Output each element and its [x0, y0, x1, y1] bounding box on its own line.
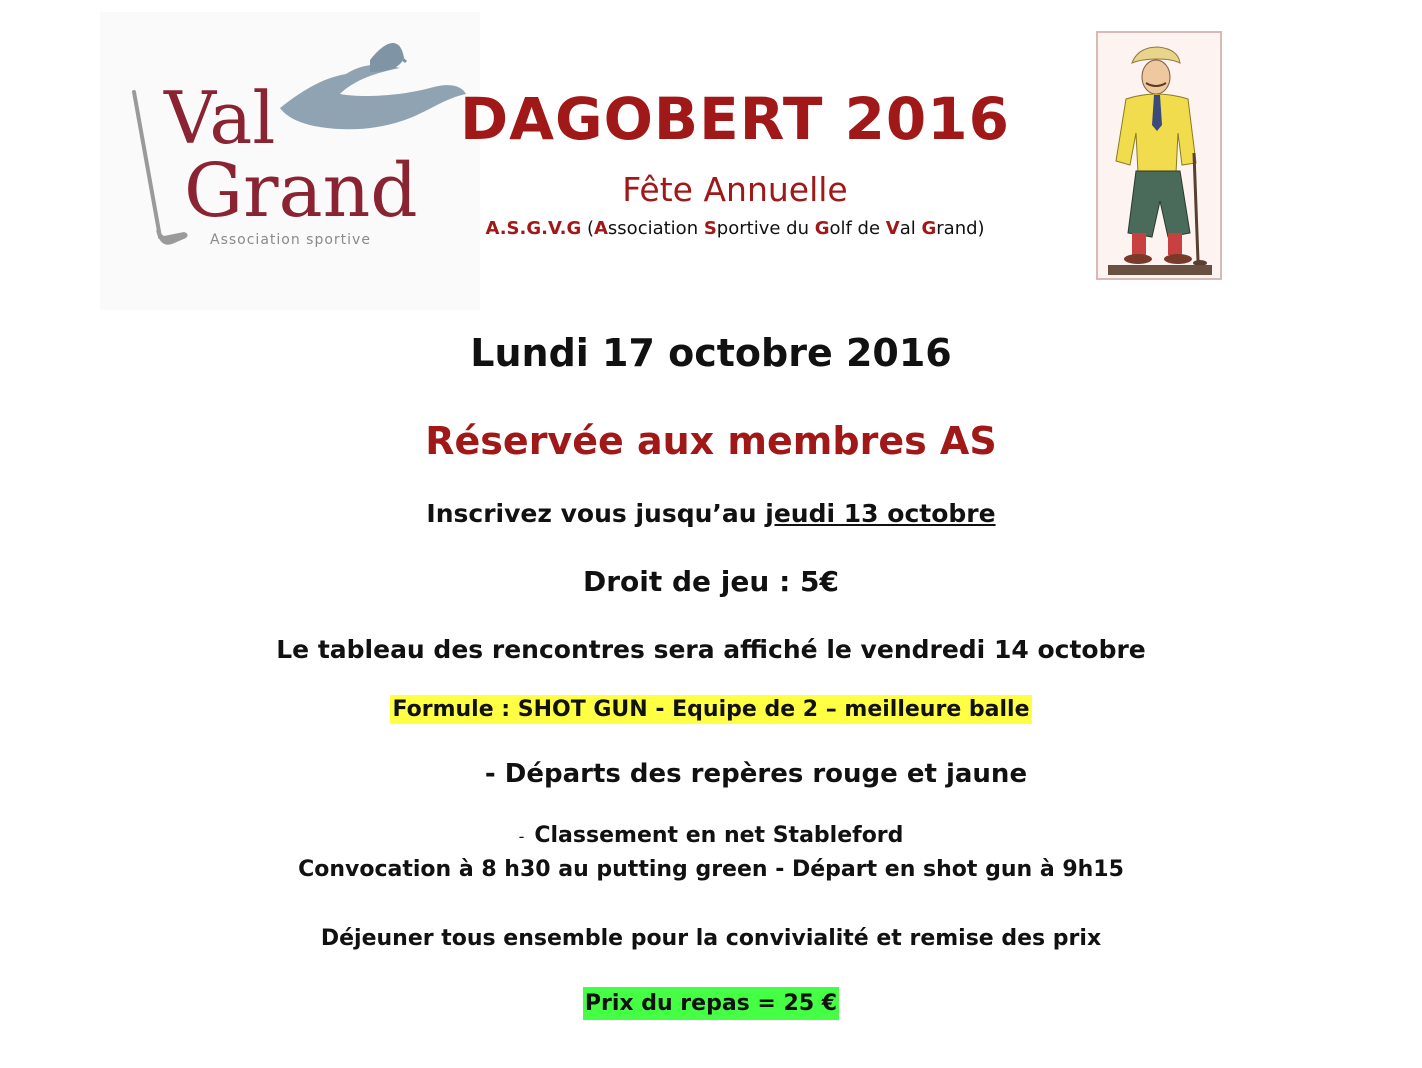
word-rest: olf de — [829, 218, 886, 239]
signup-prefix: Inscrivez vous jusqu’au — [426, 499, 766, 528]
formula-line — [0, 697, 1422, 722]
initial-letter: S — [703, 218, 717, 239]
tees-info: - Départs des repères rouge et jaune — [484, 759, 1028, 789]
word-rest: portive du — [716, 218, 815, 239]
formula-highlight: Formule : SHOT GUN - Equipe de 2 – meilleure balle — [392, 697, 1030, 722]
event-title: DAGOBERT 2016 — [459, 85, 1010, 153]
members-only-notice: Réservée aux membres AS — [425, 419, 997, 463]
signup-deadline: jeudi 13 octobre — [765, 499, 996, 528]
logo-word-grand: Grand — [184, 148, 418, 234]
entry-fee: Droit de jeu : 5€ — [583, 565, 839, 598]
ranking-line — [0, 823, 1422, 848]
ranking-text: Classement en net Stableford — [534, 823, 904, 848]
association-paren-open: ( — [581, 218, 594, 239]
association-full-name — [380, 218, 1090, 240]
golfer-figurine-image — [1096, 31, 1222, 280]
ranking-dash: - — [518, 827, 525, 846]
event-date: Lundi 17 octobre 2016 — [470, 331, 952, 375]
initial-letter: A — [593, 218, 608, 239]
word-rest: rand) — [936, 218, 985, 239]
acronym-dot: . — [519, 218, 527, 239]
event-subtitle: Fête Annuelle — [622, 170, 848, 209]
golfer-icon — [1098, 33, 1220, 278]
word-rest: al — [899, 218, 922, 239]
acronym-dot: . — [559, 218, 567, 239]
val-grand-logo — [100, 12, 480, 310]
meal-price-highlight: Prix du repas = 25 € — [583, 987, 839, 1020]
lunch-info: Déjeuner tous ensemble pour la convivialité et remise des prix — [320, 926, 1102, 951]
initial-letter: G — [814, 218, 830, 239]
acronym-letter: S — [506, 218, 520, 239]
acronym-dot: . — [499, 218, 507, 239]
acronym-letter: V — [547, 218, 560, 239]
pairings-notice: Le tableau des rencontres sera affiché le vendredi 14 octobre — [276, 635, 1146, 664]
acronym-letter: G — [526, 218, 542, 239]
logo-tagline: Association sportive — [210, 232, 371, 248]
acronym-letter: A — [485, 218, 500, 239]
convocation-info: Convocation à 8 h30 au putting green - Départ en shot gun à 9h15 — [298, 857, 1124, 882]
initial-letter: G — [921, 218, 937, 239]
acronym-dot: . — [541, 218, 548, 239]
acronym-letter: G — [566, 218, 582, 239]
signup-deadline-line — [0, 500, 1422, 529]
meal-price-line — [0, 991, 1422, 1016]
initial-letter: V — [885, 218, 900, 239]
logo-word-val: Val — [164, 76, 276, 160]
word-rest: ssociation — [607, 218, 704, 239]
